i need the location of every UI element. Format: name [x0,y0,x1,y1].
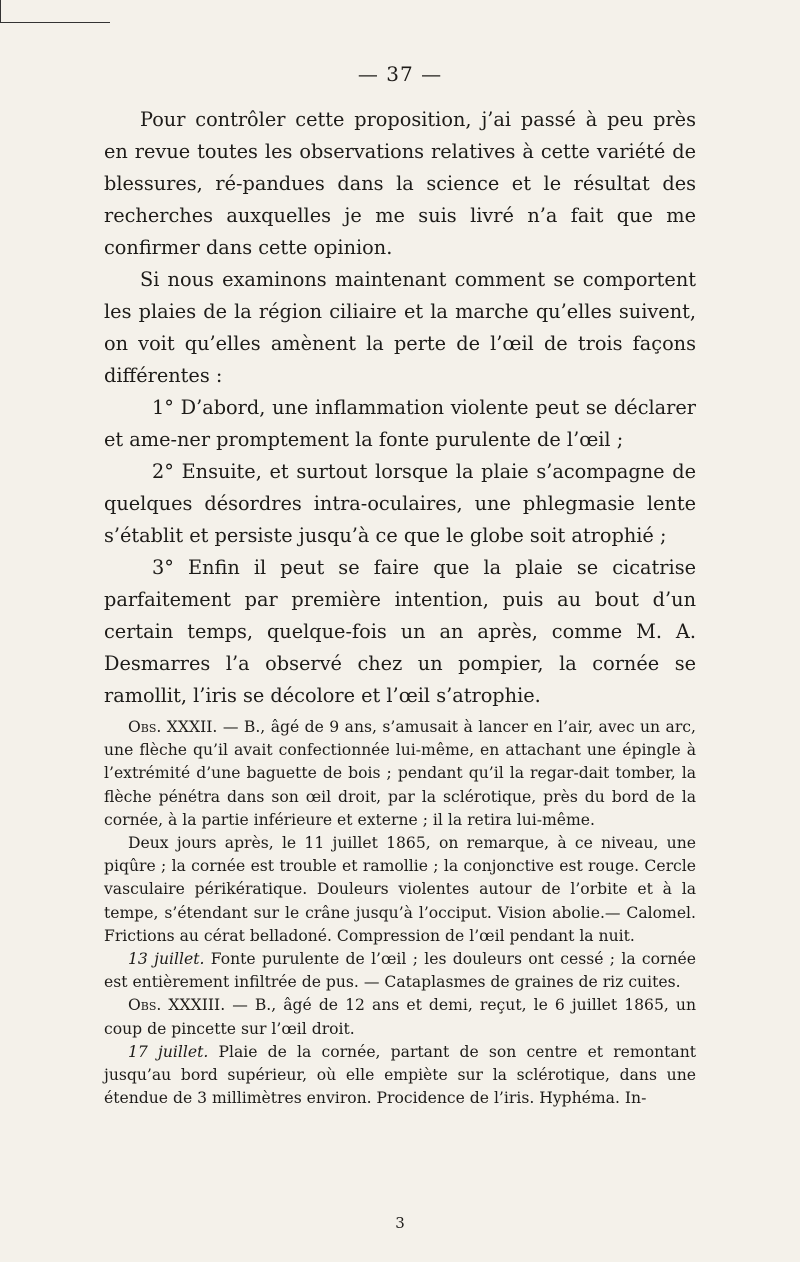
observation-32-label: Obs. XXXII. [128,718,218,736]
paragraph-proposition: Pour contrôler cette proposition, j’ai passé à peu près en revue toutes les observations relatives à cette variété de blessures, ré-pandues dans la science et le résultat des recherches auxquelles je me suis livré n’a fait que me confirmer dans cette opinion. [104,108,696,259]
observations-text [104,716,696,1110]
corner-rule-horizontal [0,22,110,23]
corner-rule-vertical [0,0,1,22]
paragraph-examinons: Si nous examinons maintenant comment se comportent les plaies de la région ciliaire et la marche qu’elles suivent, on voit qu’elles amènent la perte de l’œil de trois façons différentes : [104,268,696,387]
paragraph-item-1: 1° D’abord, une inflammation violente peut se déclarer et ame-ner promptement la fonte purulente de l’œil ; [104,396,696,451]
paragraph-deux-jours: Deux jours après, le 11 juillet 1865, on remarque, à ce niveau, une piqûre ; la cornée est trouble et ramollie ; la conjonctive est rouge. Cercle vasculaire périkératique. Douleurs violentes autour de l’orbite et à la tempe, s’étendant sur le crâne jusqu’à l’occiput. Vision abolie.— Calomel. Frictions au cérat belladoné. Compression de l’œil pendant la nuit. [104,834,696,945]
date-13-juillet: 13 juillet. [128,950,205,969]
paragraph-item-2: 2° Ensuite, et surtout lorsque la plaie s’acompagne de quelques désordres intra-oculaires, une phlegmasie lente s’établit et persiste jusqu’à ce que le globe soit atrophié ; [104,460,696,547]
text-13-juillet: Fonte purulente de l’œil ; les douleurs ont cessé ; la cornée est entièrement infiltrée de pus. — Cataplasmes de graines de riz cuites. [104,950,696,992]
observation-33 [104,994,696,1040]
observation-32-text: — B., âgé de 9 ans, s’amusait à lancer en l’air, avec un arc, une flèche qu’il avait confectionnée lui-même, en attachant une épingle à l’extrémité d’une baguette de bois ; pendant qu’il la regar-dait tomber, la flèche pénétra dans son œil droit, par la sclérotique, près du bord de la cornée, à la partie inférieure et externe ; il la retira lui-même. [104,718,696,829]
observation-32 [104,716,696,832]
text-body [104,104,696,1110]
paragraph-13-juillet [104,948,696,994]
paragraph-item-3: 3° Enfin il peut se faire que la plaie se cicatrise parfaitement par première intention, puis au bout d’un certain temps, quelque-fois un an après, comme M. A. Desmarres l’a observé chez un pompier, la cornée se ramollit, l’iris se décolore et l’œil s’atrophie. [104,556,696,707]
signature-mark: 3 [395,1214,405,1232]
paragraph-17-juillet [104,1041,696,1111]
date-17-juillet: 17 juillet. [128,1042,209,1061]
observation-33-text: — B., âgé de 12 ans et demi, reçut, le 6 juillet 1865, un coup de pincette sur l’œil droit. [104,996,696,1038]
text-17-juillet: Plaie de la cornée, partant de son centre et remontant jusqu’au bord supérieur, où elle empiète sur la sclérotique, dans une étendue de 3 millimètres environ. Procidence de l’iris. Hyphéma. In- [104,1042,697,1108]
observation-33-label: Obs. XXXIII. [128,996,226,1015]
page-number: — 37 — [357,62,443,86]
main-text [104,104,696,712]
